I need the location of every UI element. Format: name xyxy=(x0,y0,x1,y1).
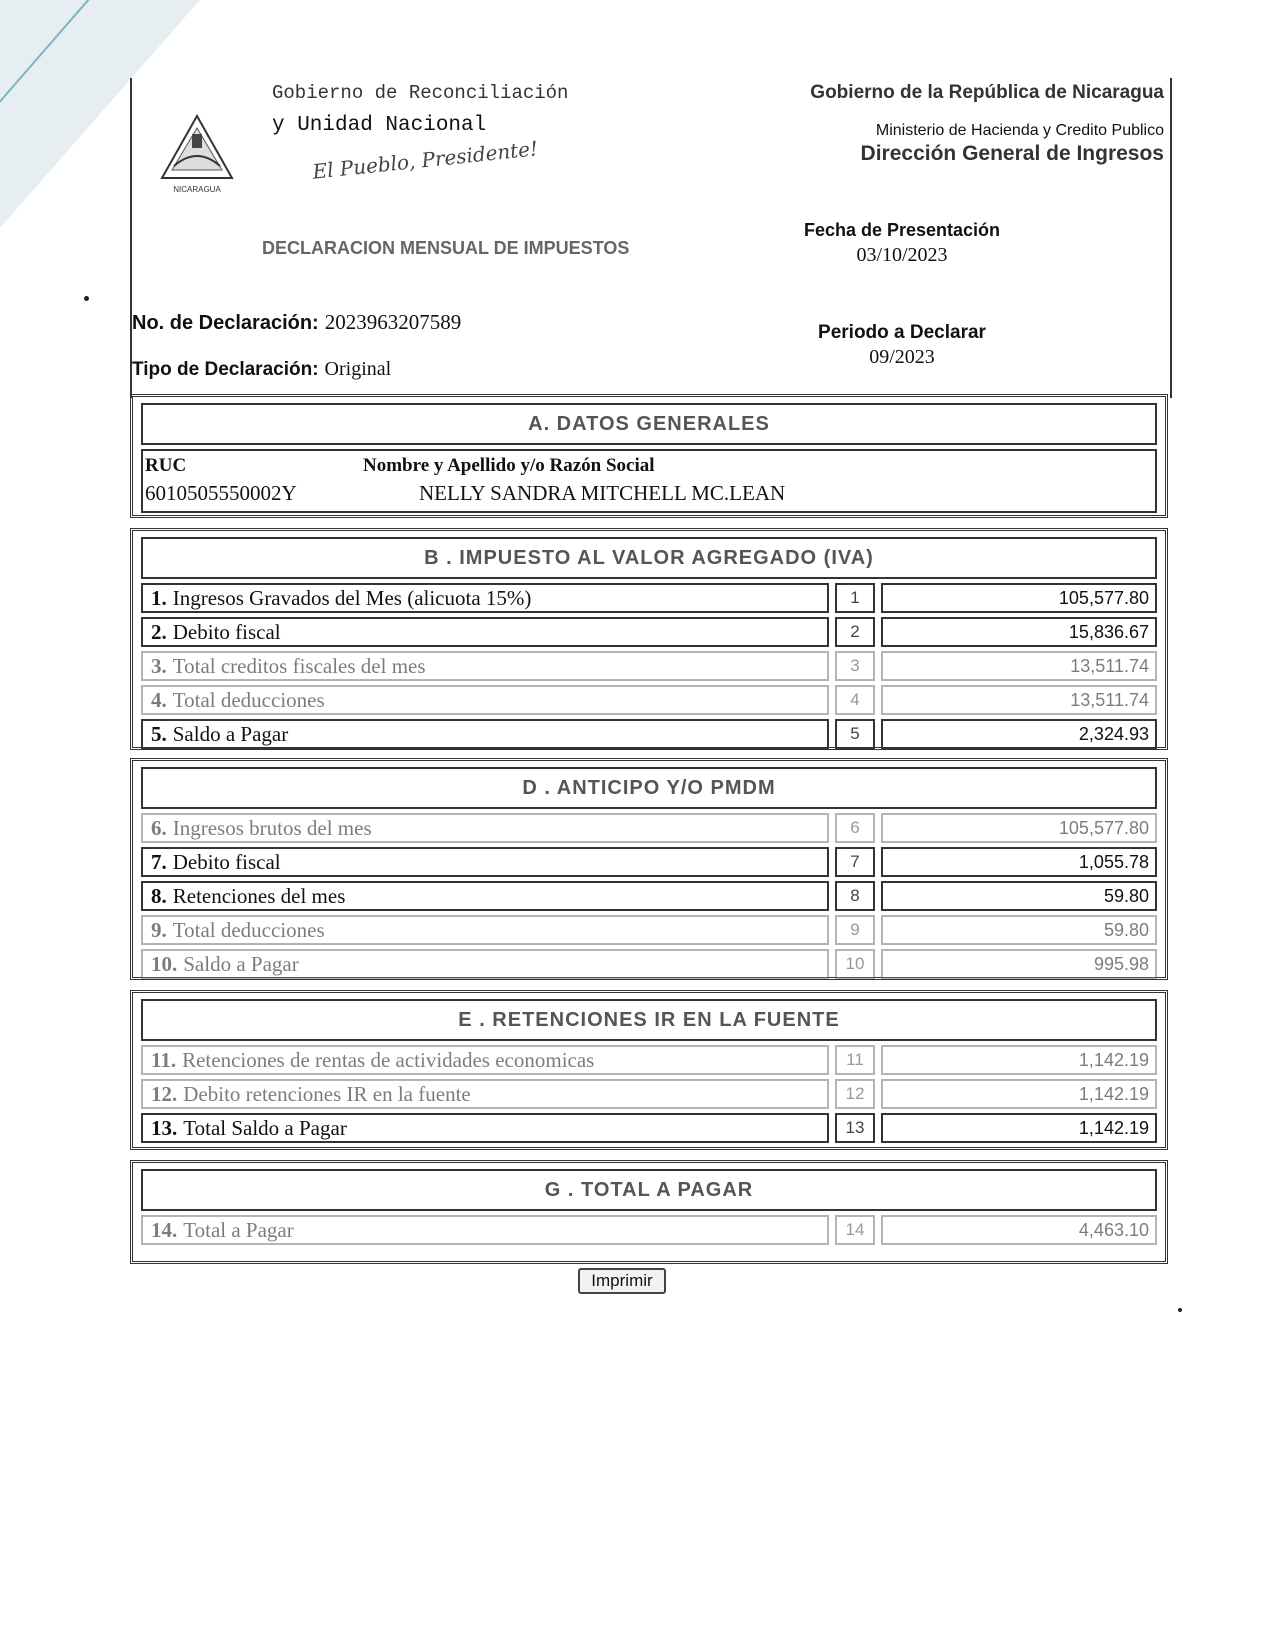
section-title: B . IMPUESTO AL VALOR AGREGADO (IVA) xyxy=(141,537,1157,579)
row-label xyxy=(141,685,829,715)
line-number: 4 xyxy=(835,685,875,715)
table-row xyxy=(141,915,1157,945)
section-title: D . ANTICIPO Y/O PMDM xyxy=(141,767,1157,809)
line-number: 7 xyxy=(835,847,875,877)
row-number: 7. xyxy=(151,849,167,874)
scan-speck xyxy=(1178,1308,1182,1312)
line-number: 9 xyxy=(835,915,875,945)
row-text: Total Saldo a Pagar xyxy=(183,1115,347,1140)
row-label xyxy=(141,915,829,945)
line-number: 3 xyxy=(835,651,875,681)
ruc-label: RUC xyxy=(145,455,187,476)
row-label xyxy=(141,719,829,749)
line-number: 1 xyxy=(835,583,875,613)
row-amount: 59.80 xyxy=(881,915,1157,945)
row-label xyxy=(141,949,829,979)
row-amount: 105,577.80 xyxy=(881,813,1157,843)
section-title: E . RETENCIONES IR EN LA FUENTE xyxy=(141,999,1157,1041)
row-amount: 15,836.67 xyxy=(881,617,1157,647)
row-number: 10. xyxy=(151,951,178,976)
row-label xyxy=(141,583,829,613)
row-label xyxy=(141,1215,829,1245)
table-row xyxy=(141,847,1157,877)
line-number: 12 xyxy=(835,1079,875,1109)
section-title: G . TOTAL A PAGAR xyxy=(141,1169,1157,1211)
row-number: 13. xyxy=(151,1115,178,1140)
row-number: 3. xyxy=(151,653,167,678)
document-title: DECLARACION MENSUAL DE IMPUESTOS xyxy=(262,238,630,258)
row-label xyxy=(141,847,829,877)
declaration-number-value: 2023963207589 xyxy=(324,310,462,334)
row-text: Total deducciones xyxy=(172,917,325,942)
row-number: 1. xyxy=(151,585,167,610)
directorate-name: Dirección General de Ingresos xyxy=(860,142,1164,165)
row-label xyxy=(141,617,829,647)
line-number: 10 xyxy=(835,949,875,979)
row-text: Ingresos brutos del mes xyxy=(172,815,372,840)
ruc-value: 6010505550002Y xyxy=(145,481,297,505)
header-frame xyxy=(130,78,1172,398)
table-row xyxy=(141,1215,1157,1245)
row-text: Total a Pagar xyxy=(183,1217,294,1242)
taxpayer-box xyxy=(141,449,1157,513)
row-text: Total deducciones xyxy=(172,687,325,712)
row-amount: 13,511.74 xyxy=(881,651,1157,681)
presentation-date-value: 03/10/2023 xyxy=(856,244,948,266)
national-emblem-icon xyxy=(152,108,242,198)
table-row xyxy=(141,719,1157,749)
row-label xyxy=(141,813,829,843)
row-label xyxy=(141,1113,829,1143)
row-amount: 2,324.93 xyxy=(881,719,1157,749)
row-text: Retenciones de rentas de actividades economicas xyxy=(182,1047,595,1072)
row-number: 14. xyxy=(151,1217,178,1242)
row-number: 6. xyxy=(151,815,167,840)
row-number: 4. xyxy=(151,687,167,712)
declaration-number-label: No. de Declaración: xyxy=(132,312,319,334)
government-line-2: y Unidad Nacional xyxy=(272,114,487,137)
row-number: 8. xyxy=(151,883,167,908)
row-label xyxy=(141,881,829,911)
row-text: Debito retenciones IR en la fuente xyxy=(183,1081,471,1106)
declaration-sheet xyxy=(130,78,1168,1334)
row-label xyxy=(141,1045,829,1075)
declaration-type-label: Tipo de Declaración: xyxy=(132,359,319,380)
section-anticipo xyxy=(130,758,1168,980)
row-number: 11. xyxy=(151,1047,177,1072)
table-row xyxy=(141,685,1157,715)
period-label: Periodo a Declarar xyxy=(818,322,986,343)
name-value: NELLY SANDRA MITCHELL MC.LEAN xyxy=(419,481,786,505)
table-row xyxy=(141,1113,1157,1143)
section-general-data xyxy=(130,394,1168,518)
row-number: 9. xyxy=(151,917,167,942)
line-number: 13 xyxy=(835,1113,875,1143)
row-label xyxy=(141,651,829,681)
row-amount: 59.80 xyxy=(881,881,1157,911)
table-row xyxy=(141,881,1157,911)
print-button[interactable]: Imprimir xyxy=(578,1268,666,1294)
row-number: 2. xyxy=(151,619,167,644)
slogan: El Pueblo, Presidente! xyxy=(311,136,540,184)
section-iva xyxy=(130,528,1168,750)
row-number: 5. xyxy=(151,721,167,746)
table-row xyxy=(141,583,1157,613)
presentation-date-label: Fecha de Presentación xyxy=(803,220,1001,240)
row-text: Total creditos fiscales del mes xyxy=(172,653,426,678)
row-amount: 105,577.80 xyxy=(881,583,1157,613)
row-amount: 13,511.74 xyxy=(881,685,1157,715)
line-number: 11 xyxy=(835,1045,875,1075)
row-amount: 1,142.19 xyxy=(881,1079,1157,1109)
period-value: 09/2023 xyxy=(869,346,935,368)
declaration-type-value: Original xyxy=(324,358,392,380)
line-number: 2 xyxy=(835,617,875,647)
row-label xyxy=(141,1079,829,1109)
declaration-type xyxy=(132,358,391,381)
line-number: 6 xyxy=(835,813,875,843)
name-label: Nombre y Apellido y/o Razón Social xyxy=(363,455,655,476)
row-amount: 995.98 xyxy=(881,949,1157,979)
table-row xyxy=(141,1045,1157,1075)
section-total xyxy=(130,1160,1168,1264)
row-amount: 4,463.10 xyxy=(881,1215,1157,1245)
table-row xyxy=(141,1079,1157,1109)
scan-speck xyxy=(84,296,89,301)
table-row xyxy=(141,617,1157,647)
ministry-name: Ministerio de Hacienda y Credito Publico xyxy=(875,122,1164,139)
row-text: Retenciones del mes xyxy=(172,883,346,908)
table-row xyxy=(141,949,1157,979)
row-number: 12. xyxy=(151,1081,178,1106)
declaration-number xyxy=(132,310,461,335)
row-text: Debito fiscal xyxy=(172,619,281,644)
row-amount: 1,142.19 xyxy=(881,1113,1157,1143)
republic-name: Gobierno de la República de Nicaragua xyxy=(810,82,1164,103)
row-amount: 1,142.19 xyxy=(881,1045,1157,1075)
line-number: 8 xyxy=(835,881,875,911)
section-retenciones xyxy=(130,990,1168,1150)
row-text: Ingresos Gravados del Mes (alicuota 15%) xyxy=(172,585,532,610)
table-row xyxy=(141,651,1157,681)
row-amount: 1,055.78 xyxy=(881,847,1157,877)
section-title: A. DATOS GENERALES xyxy=(141,403,1157,445)
table-row xyxy=(141,813,1157,843)
government-line-1: Gobierno de Reconciliación xyxy=(272,82,569,104)
emblem-caption: NICARAGUA xyxy=(173,185,221,194)
row-text: Debito fiscal xyxy=(172,849,281,874)
row-text: Saldo a Pagar xyxy=(172,721,289,746)
row-text: Saldo a Pagar xyxy=(183,951,299,976)
line-number: 14 xyxy=(835,1215,875,1245)
line-number: 5 xyxy=(835,719,875,749)
